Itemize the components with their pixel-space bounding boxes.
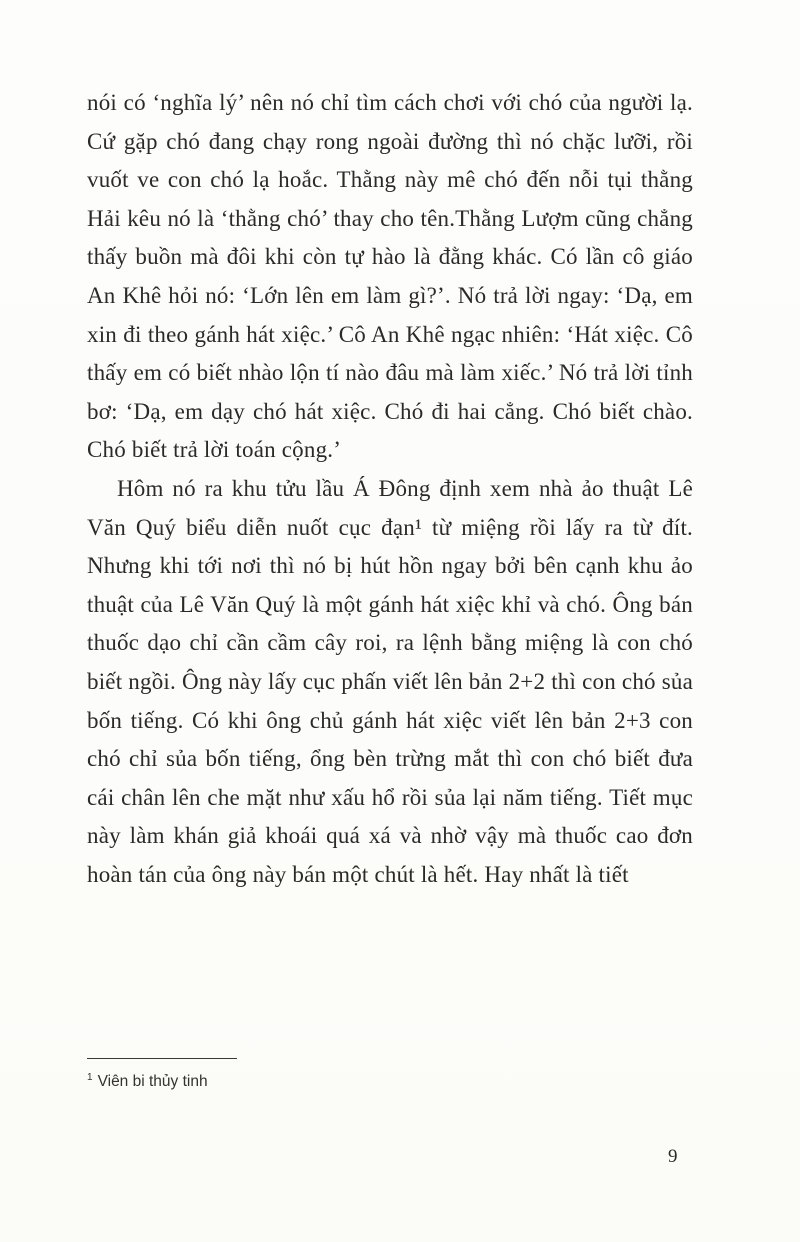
body-paragraph: nói có ‘nghĩa lý’ nên nó chỉ tìm cách chơi với chó của người lạ. Cứ gặp chó đang chạy rong ngoài đường thì nó chặc lưỡi, rồi vuốt ve con chó lạ hoắc. Thằng này mê chó đến nỗi tụi thằng Hải kêu nó là ‘thằng chó’ thay cho tên.Thằng Lượm cũng chẳng thấy buồn mà đôi khi còn tự hào là đằng khác. Có lần cô giáo An Khê hỏi nó: ‘Lớn lên em làm gì?’. Nó trả lời ngay: ‘Dạ, em xin đi theo gánh hát xiệc.’ Cô An Khê ngạc nhiên: ‘Hát xiệc. Cô thấy em có biết nhào lộn tí nào đâu mà làm xiếc.’ Nó trả lời tỉnh bơ: ‘Dạ, em dạy chó hát xiệc. Chó đi hai cẳng. Chó biết chào. Chó biết trả lời toán cộng.’ bbox=[87, 90, 693, 463]
body-paragraph: Hôm nó ra khu tửu lầu Á Đông định xem nhà ảo thuật Lê Văn Quý biểu diễn nuốt cục đạn¹ từ miệng rồi lấy ra từ đít. Nhưng khi tới nơi thì nó bị hút hồn ngay bởi bên cạnh khu ảo thuật của Lê Văn Quý là một gánh hát xiệc khỉ và chó. Ông bán thuốc dạo chỉ cần cầm cây roi, ra lệnh bằng miệng là con chó biết ngồi. Ông này lấy cục phấn viết lên bản 2+2 thì con chó sủa bốn tiếng. Có khi ông chủ gánh hát xiệc viết lên bản 2+3 con chó chỉ sủa bốn tiếng, ổng bèn trừng mắt thì con chó biết đưa cái chân lên che mặt như xấu hổ rồi sủa lại năm tiếng. Tiết mục này làm khán giả khoái quá xá và nhờ vậy mà thuốc cao đơn hoàn tán của ông này bán một chút là hết. Hay nhất là tiết bbox=[87, 475, 693, 887]
footnote-text: Viên bi thủy tinh bbox=[97, 1073, 208, 1091]
page-number: 9 bbox=[668, 1146, 678, 1167]
footnote-marker: 1 bbox=[87, 1072, 93, 1083]
body-text bbox=[87, 84, 693, 894]
footnote-separator bbox=[87, 1058, 237, 1059]
footnote bbox=[87, 1068, 693, 1092]
footnote-block bbox=[87, 1058, 693, 1092]
